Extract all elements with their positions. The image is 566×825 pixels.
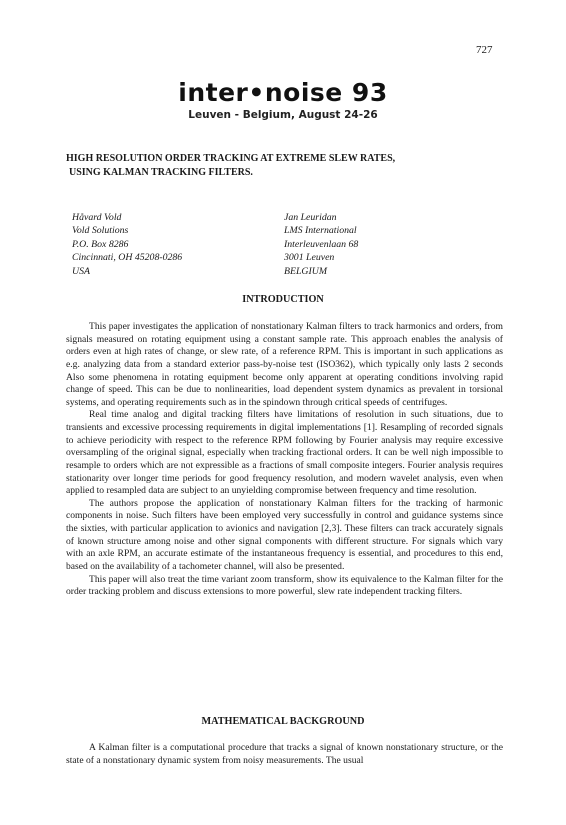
author-block-2: [284, 211, 358, 278]
page-number: 727: [476, 44, 493, 56]
math-body: [66, 742, 503, 767]
author-country: BELGIUM: [284, 265, 327, 277]
author-name: Jan Leuridan: [284, 212, 337, 223]
title-line-2: USING KALMAN TRACKING FILTERS.: [69, 167, 253, 178]
conference-header: [0, 80, 566, 121]
paragraph: A Kalman filter is a computational procedure that tracks a signal of known nonstationary structure, or the state of a nonstationary dynamic system from noisy measurements. The usual: [66, 742, 503, 766]
author-address-line: P.O. Box 8286: [72, 238, 129, 250]
conference-location: Leuven - Belgium, August 24-26: [188, 109, 378, 121]
section-heading-math: MATHEMATICAL BACKGROUND: [201, 716, 365, 727]
introduction-body: [66, 321, 503, 599]
section-heading-introduction: INTRODUCTION: [242, 294, 324, 305]
author-address-line: 3001 Leuven: [284, 252, 335, 264]
title-line-1: HIGH RESOLUTION ORDER TRACKING AT EXTREME SLEW RATES,: [66, 153, 396, 164]
author-address-line: Cincinnati, OH 45208-0286: [72, 252, 183, 264]
paragraph: The authors propose the application of nonstationary Kalman filters for the tracking of harmonic components in noise. Such filters have been employed very successfully in control and guidance systems since the sixties, with particular application to avionics and navigation [2,3]. These filters can track accurately signals of known structure among noise and other signal components with different structure. For signals which vary with an axle RPM, an accurate estimate of the instantaneous frequency is essential, and procedures to this end, based on the availability of a tachometer channel, will also be presented.: [66, 497, 503, 572]
paper-title: [66, 152, 395, 180]
author-address-line: Interleuvenlaan 68: [284, 238, 359, 250]
author-country: USA: [72, 265, 90, 277]
paragraph: This paper investigates the application of nonstationary Kalman filters to track harmonics and orders, from signals measured on rotating equipment using a constant sample rate. This approach enables the analysis of orders even at high rates of change, or slew rate, of a reference RPM. This is important in such applications as e.g. analyzing data from a standard exterior pass-by-noise test (ISO362), which typically only lasts 2 seconds Also some phenomena in rotating equipment become only apparent at operating conditions involving rapid change of speed. This can be due to nonlinearities, load dependent system dynamics as prevalent in torsional systems, and operating requirements such as in the spindown through critical speeds of centrifuges.: [66, 321, 503, 408]
paragraph: This paper will also treat the time variant zoom transform, show its equivalence to the Kalman filter for the order tracking problem and discuss extensions to more powerful, slew rate independent tracking filters.: [66, 573, 503, 598]
paragraph: Real time analog and digital tracking filters have limitations of resolution in such situations, due to transients and excessive processing requirements in digital implementations [1]. Resampling of recorded signals to achieve periodicity with respect to the reference RPM following by Fourier analysis may require excessive oversampling of the original signal, especially when tracking fractional orders. It can be well nigh impossible to resample to orders which are not expressible as a fractions of small composite integers. Fourier analysis requires stationarity over longer time periods for good frequency resolution, and modern wavelet analysis, even when applied to resampled data are subject to an unyielding compromise between frequency and time resolution.: [66, 409, 503, 497]
author-affiliation: LMS International: [284, 225, 357, 237]
author-name: Håvard Vold: [72, 212, 122, 223]
author-block-1: [72, 211, 182, 278]
author-affiliation: Vold Solutions: [72, 225, 129, 237]
conference-logo: inter•noise 93: [178, 78, 388, 107]
